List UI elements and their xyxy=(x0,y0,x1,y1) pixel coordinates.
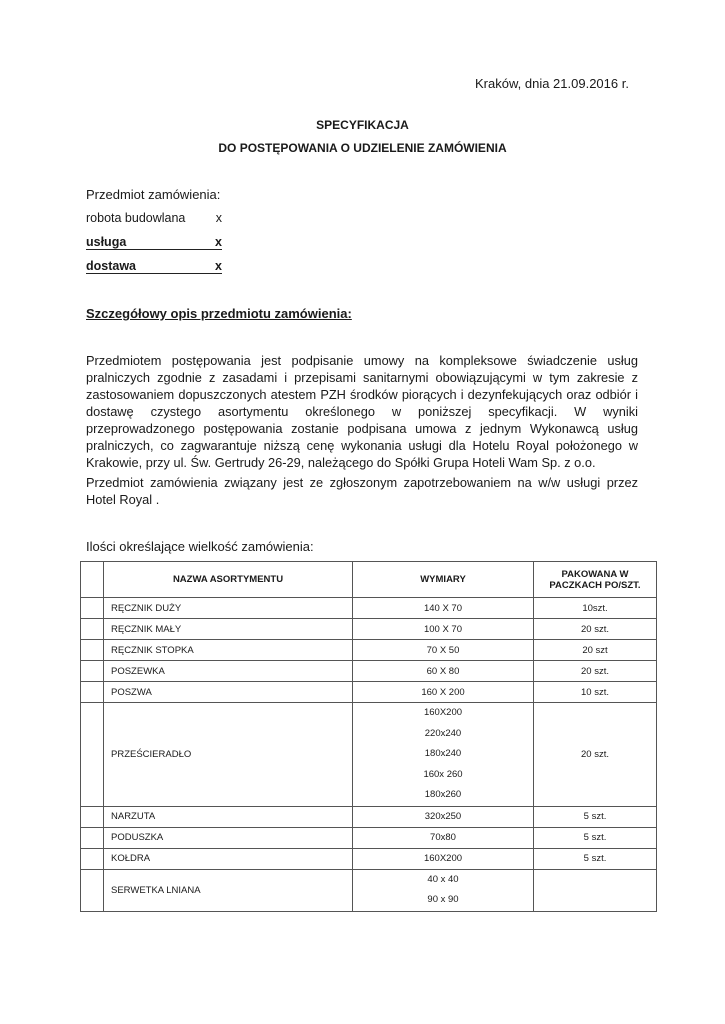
item-dimensions: 40 x 40 90 x 90 xyxy=(353,869,534,911)
item-name: PRZEŚCIERADŁO xyxy=(104,703,353,807)
section-heading: Szczegółowy opis przedmiotu zamówienia: xyxy=(86,306,352,321)
table-row xyxy=(81,640,657,661)
table-row xyxy=(81,827,657,848)
item-name: RĘCZNIK STOPKA xyxy=(104,640,353,661)
quantities-label: Ilości określające wielkość zamówienia: xyxy=(86,539,314,554)
item-dimensions: 160X200 xyxy=(353,848,534,869)
item-dimensions: 160X200 220x240 180x240 160x 260 180x260 xyxy=(353,703,534,807)
item-dimensions: 320x250 xyxy=(353,806,534,827)
assortment-table xyxy=(80,561,657,912)
item-name: POSZEWKA xyxy=(104,661,353,682)
option-mark: x xyxy=(215,211,222,225)
description-paragraph-2: Przedmiot zamówienia związany jest ze zgłoszonym zapotrzebowaniem na w/w usługi przez Hotel Royal . xyxy=(86,475,638,507)
item-dimensions: 100 X 70 xyxy=(353,619,534,640)
subject-option-service xyxy=(86,235,222,250)
table-row xyxy=(81,869,657,911)
table-header-row xyxy=(81,562,657,598)
item-packaging: 20 szt xyxy=(534,640,657,661)
table-row xyxy=(81,703,657,807)
subject-option-delivery xyxy=(86,259,222,274)
item-name: RĘCZNIK MAŁY xyxy=(104,619,353,640)
item-name: RĘCZNIK DUŻY xyxy=(104,598,353,619)
item-packaging: 5 szt. xyxy=(534,806,657,827)
table-row xyxy=(81,682,657,703)
header-name: NAZWA ASORTYMENTU xyxy=(104,562,353,598)
option-mark: x xyxy=(215,259,222,273)
option-mark: x xyxy=(215,235,222,249)
item-name: SERWETKA LNIANA xyxy=(104,869,353,911)
table-row xyxy=(81,806,657,827)
item-name: NARZUTA xyxy=(104,806,353,827)
table-row xyxy=(81,619,657,640)
item-name: KOŁDRA xyxy=(104,848,353,869)
option-label: usługa xyxy=(86,235,127,249)
item-packaging: 20 szt. xyxy=(534,703,657,807)
document-date: Kraków, dnia 21.09.2016 r. xyxy=(475,76,629,91)
item-name: PODUSZKA xyxy=(104,827,353,848)
item-packaging: 5 szt. xyxy=(534,848,657,869)
header-dimensions: WYMIARY xyxy=(353,562,534,598)
document-subtitle: DO POSTĘPOWANIA O UDZIELENIE ZAMÓWIENIA xyxy=(218,141,507,155)
subject-option-construction xyxy=(86,211,222,225)
item-packaging: 20 szt. xyxy=(534,619,657,640)
item-name: POSZWA xyxy=(104,682,353,703)
option-label: dostawa xyxy=(86,259,137,273)
header-packaging: PAKOWANA W PACZKACH PO/SZT. xyxy=(534,562,657,598)
description-paragraph-1: Przedmiotem postępowania jest podpisanie umowy na kompleksowe świadczenie usług pralniczych zgodnie z zasadami i przepisami sanitarnymi obowiązującymi w tym zakresie z zastosowaniem dopuszczonych atestem PZH środków piorących i dezynfekujących oraz odbiór i dostawę czystego asortymentu określonego w poniższej specyfikacji. W wyniki przeprowadzonego postępowania zostanie podpisana umowa z jednym Wykonawcą usług pralniczych, co zagwarantuje niższą cenę wykonania usługi dla Hotelu Royal położonego w Krakowie, przy ul. Św. Gertrudy 26-29, należącego do Spółki Grupa Hoteli Wam Sp. z o.o. xyxy=(86,353,638,470)
item-packaging: 20 szt. xyxy=(534,661,657,682)
option-label: robota budowlana xyxy=(86,211,186,225)
item-dimensions: 70 X 50 xyxy=(353,640,534,661)
item-dimensions: 70x80 xyxy=(353,827,534,848)
document-title: SPECYFIKACJA xyxy=(316,118,409,132)
table-row xyxy=(81,661,657,682)
item-dimensions: 140 X 70 xyxy=(353,598,534,619)
item-packaging: 10 szt. xyxy=(534,682,657,703)
item-packaging: 10szt. xyxy=(534,598,657,619)
table-row xyxy=(81,598,657,619)
item-dimensions: 60 X 80 xyxy=(353,661,534,682)
item-packaging: 5 szt. xyxy=(534,827,657,848)
table-row xyxy=(81,848,657,869)
subject-label: Przedmiot zamówienia: xyxy=(86,187,221,202)
item-dimensions: 160 X 200 xyxy=(353,682,534,703)
item-packaging xyxy=(534,869,657,911)
header-lp xyxy=(81,562,104,598)
